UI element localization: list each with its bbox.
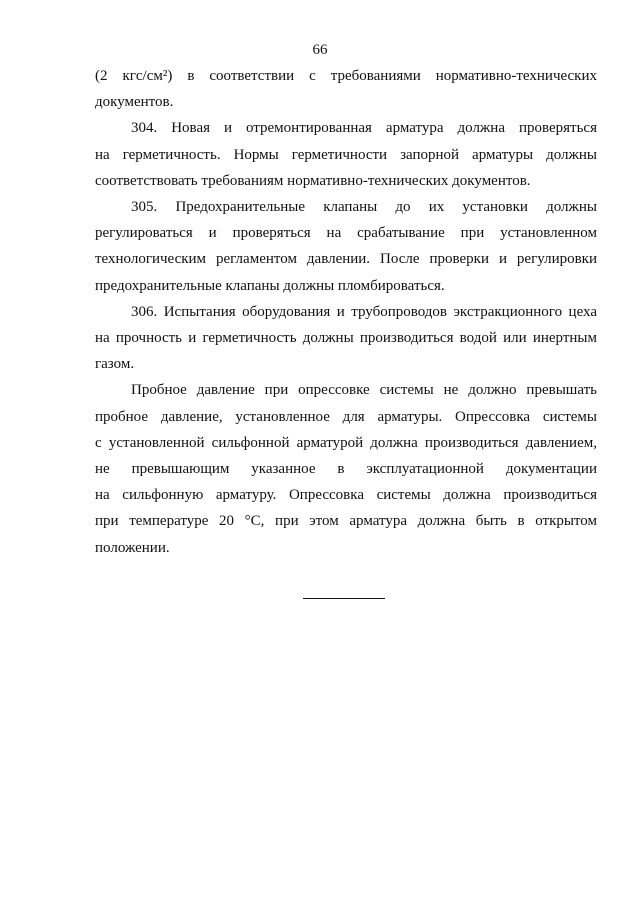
text-line: технологическим регламентом давлении. После проверки и регулировки: [95, 251, 597, 268]
text-line: газом.: [95, 356, 135, 373]
text-line: пробное давление, установленное для арматуры. Опрессовка системы: [95, 408, 597, 425]
text-line: при температуре 20 °С, при этом арматура должна быть в открытом: [95, 513, 597, 530]
text-line: документов.: [95, 94, 174, 111]
paragraph-304: [95, 115, 597, 194]
text-line: (2 кгс/см²) в соответствии с требованиями нормативно-технических: [95, 68, 597, 84]
text-line: на сильфонную арматуру. Опрессовка системы должна производиться: [95, 487, 597, 504]
paragraph-305: [95, 194, 597, 299]
text-line: положении.: [95, 539, 170, 556]
paragraph-continuation: [95, 63, 597, 115]
document-body: [95, 63, 597, 561]
text-line: Пробное давление при опрессовке системы не должно превышать: [131, 382, 597, 399]
text-line: не превышающим указанное в эксплуатационной документации: [95, 461, 597, 478]
text-line: 306. Испытания оборудования и трубопроводов экстракционного цеха: [131, 303, 597, 320]
text-line: 305. Предохранительные клапаны до их установки должны: [131, 199, 597, 216]
text-line: предохранительные клапаны должны пломбироваться.: [95, 277, 445, 294]
paragraph-test-pressure: [95, 377, 597, 560]
paragraph-306: [95, 299, 597, 378]
end-divider-line: [303, 598, 385, 599]
text-line: на герметичность. Нормы герметичности запорной арматуры должны: [95, 146, 597, 163]
text-line: соответствовать требованиям нормативно-технических документов.: [95, 172, 531, 189]
page-number: 66: [312, 42, 328, 58]
text-line: на прочность и герметичность должны производиться водой или инертным: [95, 330, 597, 347]
text-line: регулироваться и проверяться на срабатывание при установленном: [95, 225, 597, 242]
text-line: 304. Новая и отремонтированная арматура должна проверяться: [131, 120, 597, 137]
text-line: с установленной сильфонной арматурой должна производиться давлением,: [95, 434, 597, 451]
